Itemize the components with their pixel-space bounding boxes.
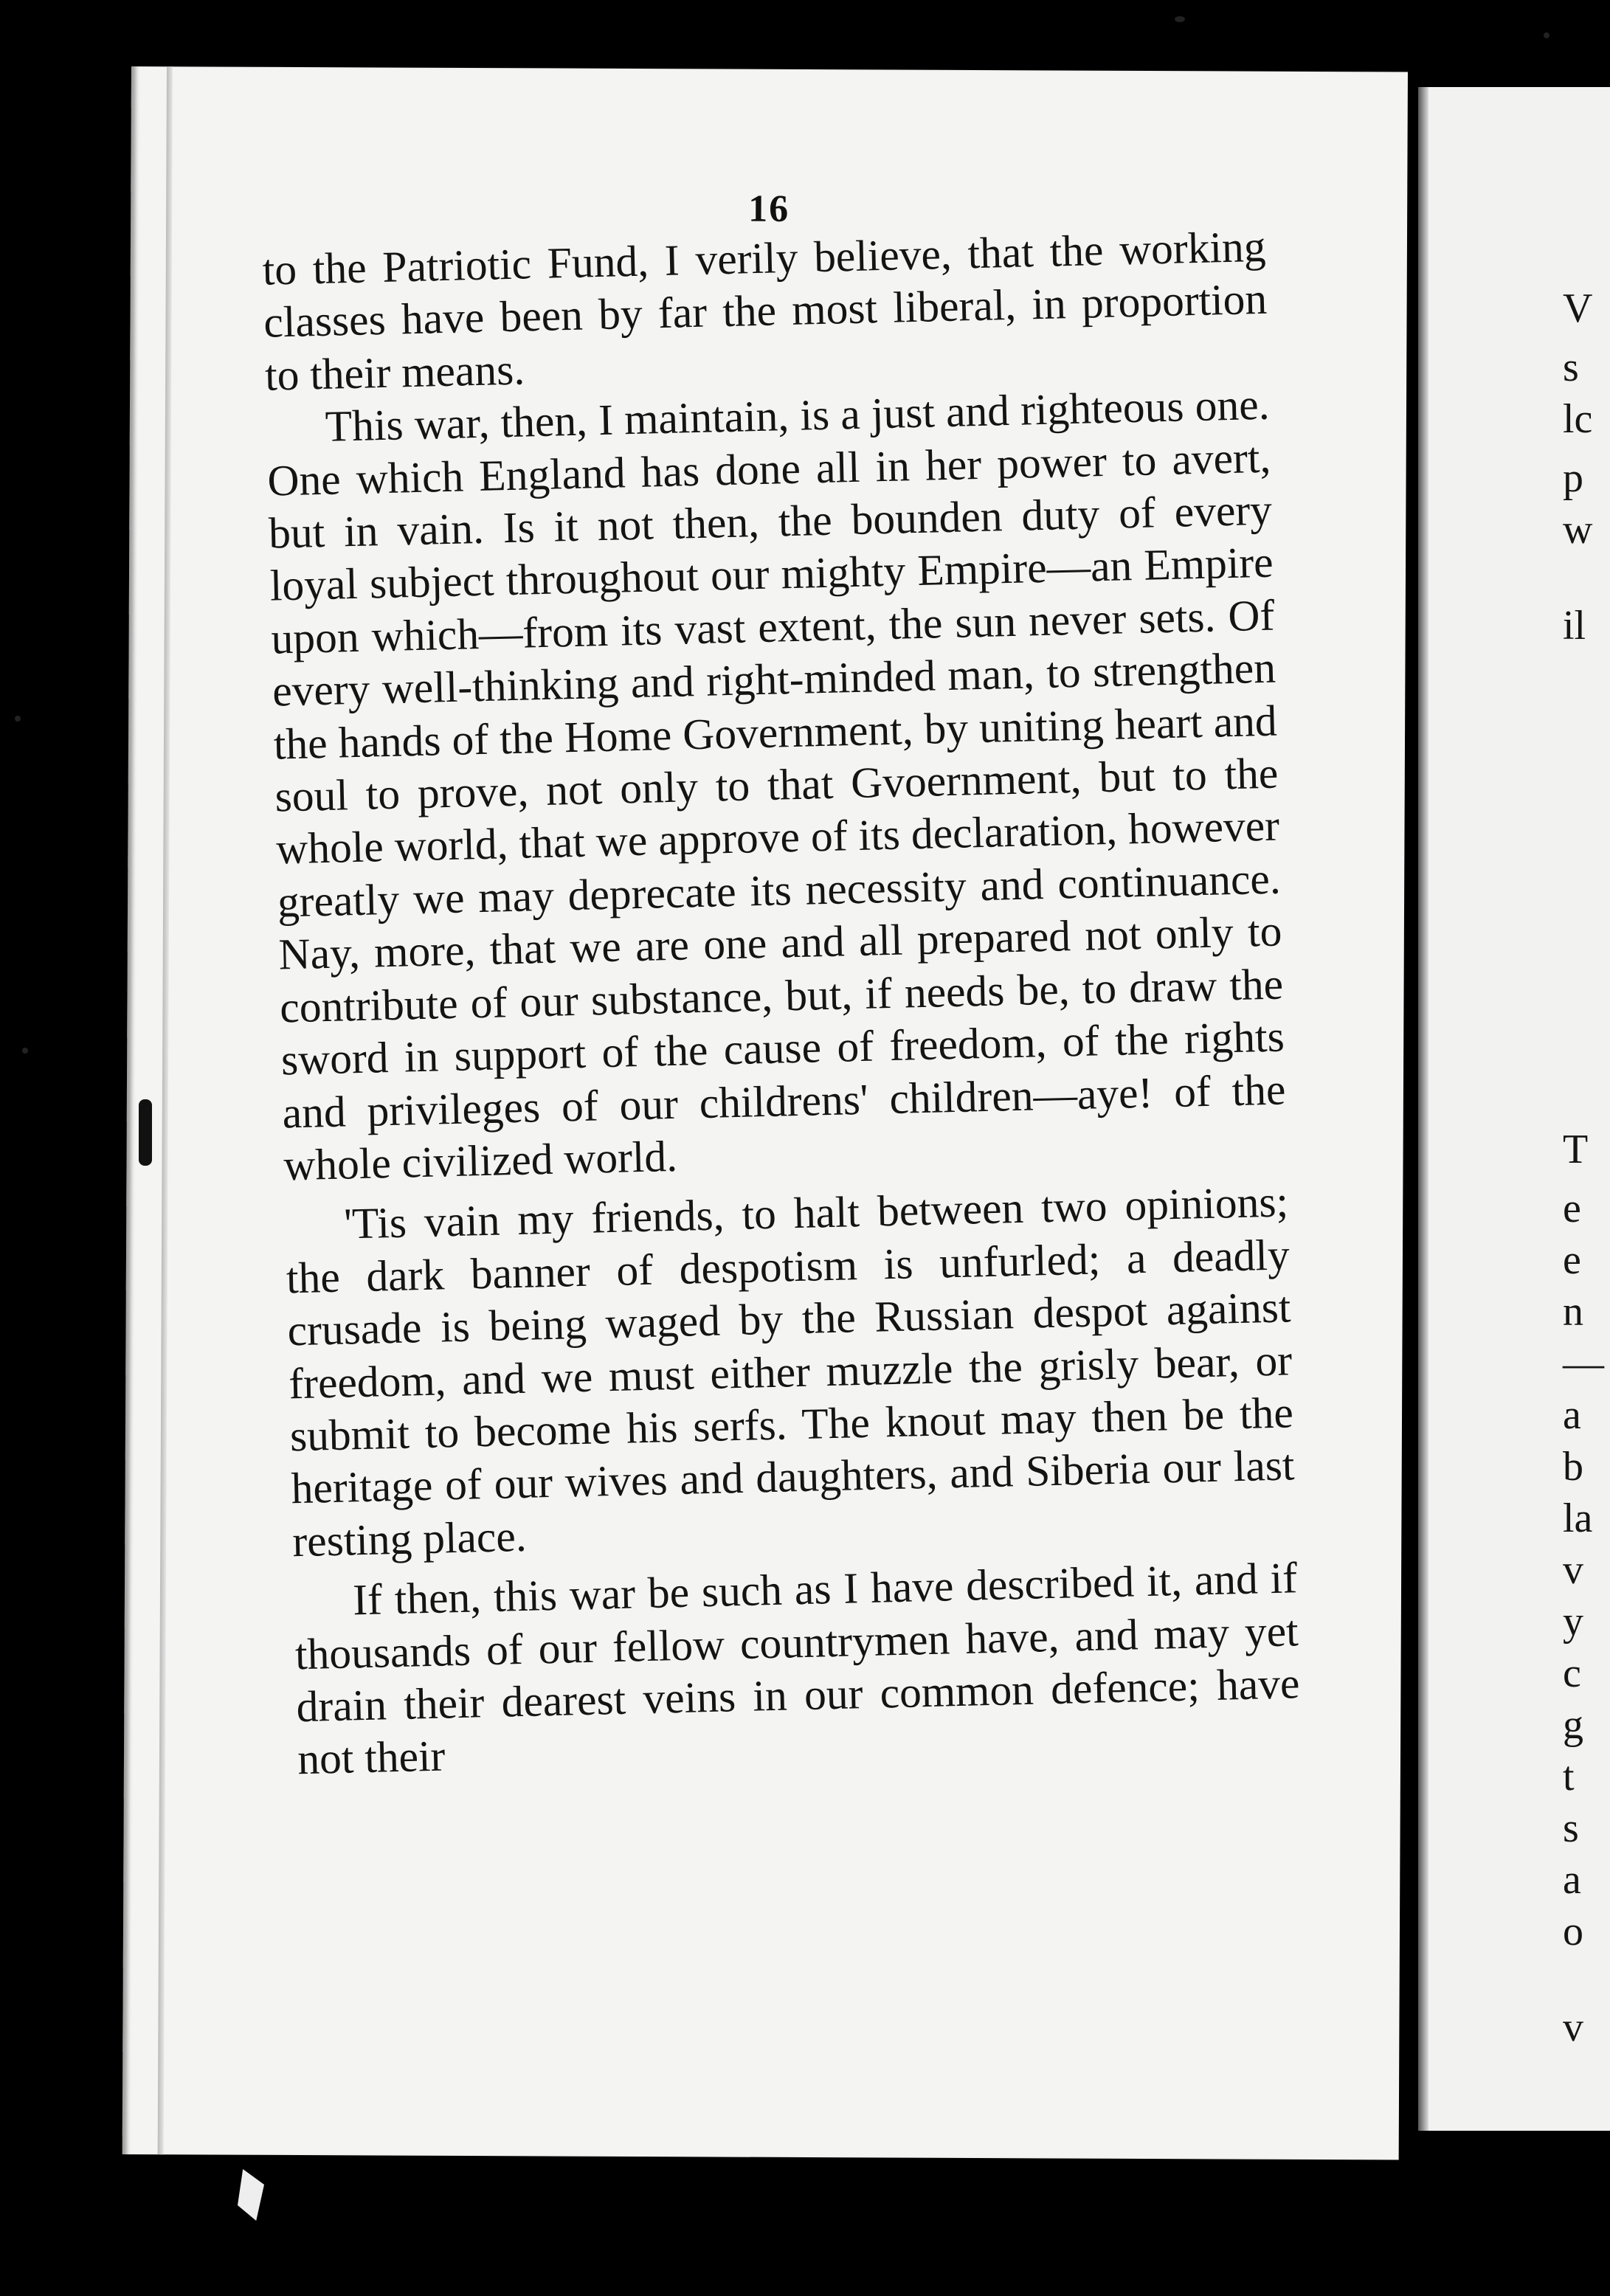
right-page-fragment: o	[1563, 1909, 1583, 1954]
body-text	[262, 221, 1302, 1786]
right-page-fragment: g	[1563, 1702, 1583, 1748]
right-page-edge	[1418, 87, 1610, 2131]
right-page-fragment: w	[1563, 507, 1593, 553]
right-page-fragment: la	[1563, 1495, 1593, 1541]
right-page-fragment: y	[1563, 1599, 1583, 1645]
right-page-fragment: il	[1563, 603, 1586, 649]
paragraph-3: 'Tis vain my friends, to halt between two opinions; the dark banner of despotism is unfurled; a deadly crusade is being waged by the Russian despot against freedom, and we must either muzzle the grisly bear, or submit to become his serfs. The knout may then be the heritage of our wives and daughters, and Siberia our last resting place.	[286, 1177, 1296, 1566]
right-page-fragment: n	[1563, 1289, 1583, 1335]
left-page	[122, 66, 1408, 2160]
paragraph-2: This war, then, I maintain, is a just and righteous one. One which England has done all in her power to avert, but in vain. Is it not then, the bounden duty of every loyal subject throughout our mighty Empire—an Empire upon which—from its vast extent, the sun never sets. Of every well-thinking and right-minded man, to strengthen the hands of the Home Government, by uniting heart and soul to prove, not only to that Gvoernment, but to the whole world, that we approve of its declaration, however greatly we may deprecate its necessity and continuance. Nay, more, that we are one and all prepared not only to contribute of our substance, but, if needs be, to draw the sword in support of the cause of freedom, of the rights and privileges of our childrens' children—aye! of the whole civilized world.	[266, 379, 1287, 1190]
dust-speck	[15, 716, 21, 722]
ink-blot	[139, 1099, 152, 1166]
right-page-fragment: c	[1563, 1650, 1581, 1696]
right-page-fragment: t	[1563, 1754, 1575, 1799]
right-page-fragment: v	[1563, 1547, 1583, 1593]
paper-tear	[238, 2169, 264, 2221]
right-page-fragment: s	[1563, 1805, 1579, 1851]
right-page-fragment: s	[1563, 345, 1579, 390]
right-page-fragment: lc	[1563, 396, 1593, 442]
right-page-fragment: T	[1563, 1127, 1589, 1172]
right-page-fragment: —	[1563, 1341, 1604, 1386]
dust-speck	[1544, 32, 1549, 38]
right-page-fragment: a	[1563, 1857, 1581, 1903]
page-number: 16	[748, 187, 790, 230]
right-page-fragment: p	[1563, 455, 1583, 501]
dust-speck	[22, 1048, 28, 1054]
right-page-fragment: e	[1563, 1237, 1581, 1283]
paragraph-4: If then, this war be such as I have described it, and if thousands of our fellow countrymen have, and may yet drain their dearest veins in our common defence; have not their	[294, 1553, 1301, 1784]
right-page-fragment: b	[1563, 1444, 1583, 1490]
right-page-fragment: e	[1563, 1186, 1581, 1231]
right-page-fragment: V	[1563, 286, 1593, 331]
right-page-fragment: a	[1563, 1392, 1581, 1438]
dust-speck	[1175, 16, 1185, 22]
right-page-fragment: v	[1563, 2005, 1583, 2050]
paragraph-1: to the Patriotic Fund, I verily believe, that the working classes have been by far the most liberal, in proportion to their means.	[261, 221, 1268, 400]
